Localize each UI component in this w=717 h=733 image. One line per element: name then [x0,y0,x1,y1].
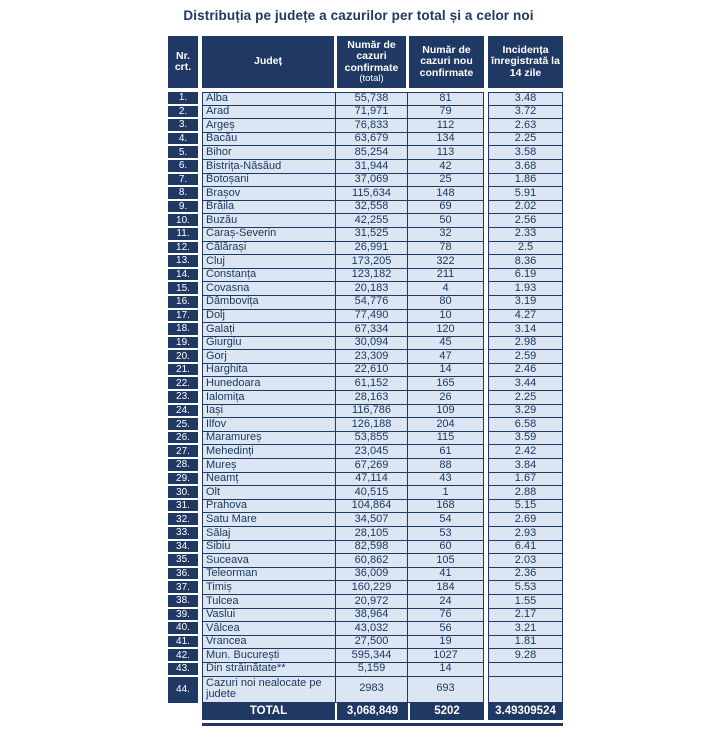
county-cell: Maramureș [202,432,335,446]
row-number-cell: 43. [168,663,198,677]
total-row [168,703,563,720]
county-cell: Vrancea [202,636,335,650]
header-cell-incidenta: Incidența înregistrată la 14 zile [488,36,563,88]
confirmed-total-cell: 37,069 [335,174,407,188]
county-cell: Teleorman [202,568,335,582]
table-row [168,323,563,337]
row-number-cell: 40. [168,622,198,636]
incidence-cell: 2.02 [488,201,563,215]
incidence-cell: 2.5 [488,242,563,256]
incidence-cell: 2.46 [488,364,563,378]
incidence-cell: 2.98 [488,337,563,351]
county-cell: Vaslui [202,609,335,623]
confirmed-total-cell: 115,634 [335,187,407,201]
row-number-cell: 11. [168,228,198,242]
row-number-cell: 3. [168,119,198,133]
incidence-cell: 3.14 [488,323,563,337]
incidence-cell: 1.67 [488,473,563,487]
incidence-cell: 3.44 [488,377,563,391]
row-number-cell: 38. [168,595,198,609]
table-row [168,337,563,351]
row-number-cell: 39. [168,609,198,623]
new-cases-cell: 211 [407,269,484,283]
new-cases-cell: 26 [407,391,484,405]
incidence-cell: 3.72 [488,106,563,120]
incidence-cell: 2.42 [488,445,563,459]
county-cell: Bistrița-Năsăud [202,160,335,174]
new-cases-cell: 134 [407,133,484,147]
county-cell: Ialomița [202,391,335,405]
new-cases-cell: 115 [407,432,484,446]
confirmed-total-cell: 22,610 [335,364,407,378]
county-cell: Tulcea [202,595,335,609]
row-number-cell: 29. [168,473,198,487]
table-row [168,228,563,242]
table-row [168,554,563,568]
confirmed-total-cell: 23,045 [335,445,407,459]
row-number-cell: 25. [168,418,198,432]
county-cell: Mun. București [202,649,335,663]
row-number-cell: 44. [168,677,198,703]
table-row [168,527,563,541]
row-number-cell: 14. [168,269,198,283]
new-cases-cell: 1 [407,486,484,500]
confirmed-total-cell: 31,525 [335,228,407,242]
table-row [168,486,563,500]
new-cases-cell: 78 [407,242,484,256]
confirmed-total-cell: 82,598 [335,541,407,555]
row-number-cell: 21. [168,364,198,378]
new-cases-cell: 10 [407,310,484,324]
new-cases-cell: 60 [407,541,484,555]
new-cases-cell: 54 [407,513,484,527]
county-cell: Covasna [202,282,335,296]
row-number-cell: 35. [168,554,198,568]
row-number-cell: 18. [168,323,198,337]
new-cases-cell: 112 [407,119,484,133]
incidence-cell: 2.03 [488,554,563,568]
row-number-cell: 15. [168,282,198,296]
table-row [168,445,563,459]
new-cases-cell: 43 [407,473,484,487]
table-row [168,364,563,378]
row-number-cell: 41. [168,636,198,650]
confirmed-total-cell: 40,515 [335,486,407,500]
table-row [168,459,563,473]
county-cell: Cazuri noi nealocate pe judete [202,677,335,703]
confirmed-total-cell: 26,991 [335,242,407,256]
confirmed-total-cell: 77,490 [335,310,407,324]
county-cell: Suceava [202,554,335,568]
incidence-cell: 3.48 [488,92,563,106]
table-row [168,201,563,215]
county-cell: Galați [202,323,335,337]
confirmed-total-cell: 60,862 [335,554,407,568]
new-cases-cell: 88 [407,459,484,473]
total-row-spacer [168,703,202,720]
row-number-cell: 20. [168,350,198,364]
incidence-cell: 3.19 [488,296,563,310]
confirmed-total-cell: 36,009 [335,568,407,582]
header-confirmate-sublabel: (total) [359,73,384,84]
incidence-cell: 1.55 [488,595,563,609]
confirmed-total-cell: 85,254 [335,146,407,160]
incidence-cell: 2.25 [488,133,563,147]
confirmed-total-cell: 31,944 [335,160,407,174]
new-cases-cell: 105 [407,554,484,568]
table-row [168,269,563,283]
incidence-cell: 3.21 [488,622,563,636]
confirmed-total-cell: 116,786 [335,405,407,419]
incidence-cell: 5.91 [488,187,563,201]
incidence-cell: 2.36 [488,568,563,582]
table-row [168,391,563,405]
table-row [168,377,563,391]
confirmed-total-cell: 67,334 [335,323,407,337]
county-cell: Argeș [202,119,335,133]
total-noi-value: 5202 [410,703,484,720]
county-cell: Neamț [202,473,335,487]
table-row [168,214,563,228]
incidence-cell: 3.84 [488,459,563,473]
incidence-cell: 3.58 [488,146,563,160]
row-number-cell: 6. [168,160,198,174]
confirmed-total-cell: 20,972 [335,595,407,609]
county-cell: Brașov [202,187,335,201]
incidence-cell: 3.59 [488,432,563,446]
county-cell: Alba [202,92,335,106]
table-row [168,282,563,296]
new-cases-cell: 69 [407,201,484,215]
table-row [168,513,563,527]
new-cases-cell: 56 [407,622,484,636]
header-confirmate-label: Număr de cazuri confirmate [344,38,399,74]
row-number-cell: 10. [168,214,198,228]
incidence-cell: 2.33 [488,228,563,242]
incidence-cell: 6.41 [488,541,563,555]
header-row [168,36,563,88]
confirmed-total-cell: 38,964 [335,609,407,623]
new-cases-cell: 32 [407,228,484,242]
row-number-cell: 37. [168,581,198,595]
new-cases-cell: 14 [407,364,484,378]
header-cell-nr-crt: Nr. crt. [168,36,198,88]
county-cell: Constanța [202,269,335,283]
incidence-cell: 2.25 [488,391,563,405]
table-row [168,106,563,120]
confirmed-total-cell: 126,188 [335,418,407,432]
confirmed-total-cell: 67,269 [335,459,407,473]
confirmed-total-cell: 47,114 [335,473,407,487]
row-number-cell: 30. [168,486,198,500]
table-row [168,405,563,419]
total-incidenta-value: 3.49309524 [488,703,563,720]
table-row [168,133,563,147]
table-row [168,174,563,188]
new-cases-cell: 45 [407,337,484,351]
row-number-cell: 31. [168,500,198,514]
row-number-cell: 9. [168,201,198,215]
new-cases-cell: 53 [407,527,484,541]
table-row [168,663,563,677]
row-number-cell: 19. [168,337,198,351]
incidence-cell: 2.88 [488,486,563,500]
table-row [168,350,563,364]
county-cell: Dâmbovița [202,296,335,310]
row-number-cell: 22. [168,377,198,391]
confirmed-total-cell: 71,971 [335,106,407,120]
county-cell: Din străinătate** [202,663,335,677]
incidence-cell: 2.93 [488,527,563,541]
row-number-cell: 8. [168,187,198,201]
row-number-cell: 12. [168,242,198,256]
table-row [168,432,563,446]
table-bottom-border [202,723,563,726]
row-number-cell: 28. [168,459,198,473]
confirmed-total-cell: 43,032 [335,622,407,636]
table-row [168,541,563,555]
table-row [168,255,563,269]
confirmed-total-cell: 28,105 [335,527,407,541]
confirmed-total-cell: 32,558 [335,201,407,215]
header-cell-confirmate-total [337,36,406,88]
confirmed-total-cell: 42,255 [335,214,407,228]
table-row [168,677,563,703]
total-confirmate-value: 3,068,849 [337,703,408,720]
county-cell: Bihor [202,146,335,160]
incidence-cell: 1.86 [488,174,563,188]
row-number-cell: 1. [168,92,198,106]
table-row [168,649,563,663]
header-cell-judet: Județ [202,36,334,88]
county-cell: Harghita [202,364,335,378]
new-cases-cell: 113 [407,146,484,160]
new-cases-cell: 19 [407,636,484,650]
table-row [168,160,563,174]
confirmed-total-cell: 23,309 [335,350,407,364]
new-cases-cell: 24 [407,595,484,609]
row-number-cell: 36. [168,568,198,582]
new-cases-cell: 109 [407,405,484,419]
incidence-cell: 5.53 [488,581,563,595]
new-cases-cell: 204 [407,418,484,432]
county-cell: Arad [202,106,335,120]
row-number-cell: 2. [168,106,198,120]
county-cell: Olt [202,486,335,500]
incidence-cell: 6.58 [488,418,563,432]
county-cell: Cluj [202,255,335,269]
county-cell: Gorj [202,350,335,364]
row-number-cell: 24. [168,405,198,419]
confirmed-total-cell: 63,679 [335,133,407,147]
row-number-cell: 42. [168,649,198,663]
new-cases-cell: 76 [407,609,484,623]
row-number-cell: 26. [168,432,198,446]
row-number-cell: 7. [168,174,198,188]
incidence-cell: 8.36 [488,255,563,269]
incidence-cell: 2.69 [488,513,563,527]
new-cases-cell: 47 [407,350,484,364]
new-cases-cell: 25 [407,174,484,188]
county-cell: Călărași [202,242,335,256]
confirmed-total-cell: 20,183 [335,282,407,296]
confirmed-total-cell: 28,163 [335,391,407,405]
incidence-cell [488,677,563,703]
county-cell: Botoșani [202,174,335,188]
row-number-cell: 27. [168,445,198,459]
county-cell: Mehedinți [202,445,335,459]
new-cases-cell: 322 [407,255,484,269]
county-cell: Iași [202,405,335,419]
county-cell: Buzău [202,214,335,228]
row-number-cell: 13. [168,255,198,269]
new-cases-cell: 79 [407,106,484,120]
new-cases-cell: 80 [407,296,484,310]
county-cell: Timiș [202,581,335,595]
incidence-cell: 1.93 [488,282,563,296]
table-row [168,622,563,636]
confirmed-total-cell: 34,507 [335,513,407,527]
confirmed-total-cell: 55,738 [335,92,407,106]
table-row [168,146,563,160]
new-cases-cell: 50 [407,214,484,228]
new-cases-cell: 165 [407,377,484,391]
incidence-cell: 3.68 [488,160,563,174]
cases-by-county-table [168,36,563,726]
row-number-cell: 32. [168,513,198,527]
table-row [168,296,563,310]
incidence-cell: 2.63 [488,119,563,133]
incidence-cell: 2.59 [488,350,563,364]
row-number-cell: 5. [168,146,198,160]
table-row [168,609,563,623]
county-cell: Giurgiu [202,337,335,351]
county-cell: Bacău [202,133,335,147]
confirmed-total-cell: 595,344 [335,649,407,663]
new-cases-cell: 41 [407,568,484,582]
new-cases-cell: 42 [407,160,484,174]
confirmed-total-cell: 2983 [335,677,407,703]
row-number-cell: 4. [168,133,198,147]
county-cell: Brăila [202,201,335,215]
incidence-cell: 2.17 [488,609,563,623]
table-row [168,595,563,609]
new-cases-cell: 61 [407,445,484,459]
table-row [168,119,563,133]
new-cases-cell: 81 [407,92,484,106]
table-row [168,310,563,324]
row-number-cell: 33. [168,527,198,541]
row-number-cell: 17. [168,310,198,324]
table-row [168,581,563,595]
county-cell: Mureș [202,459,335,473]
county-cell: Vâlcea [202,622,335,636]
confirmed-total-cell: 160,229 [335,581,407,595]
incidence-cell: 9.28 [488,649,563,663]
table-row [168,242,563,256]
county-cell: Ilfov [202,418,335,432]
new-cases-cell: 148 [407,187,484,201]
confirmed-total-cell: 76,833 [335,119,407,133]
confirmed-total-cell: 123,182 [335,269,407,283]
new-cases-cell: 168 [407,500,484,514]
confirmed-total-cell: 30,094 [335,337,407,351]
county-cell: Sibiu [202,541,335,555]
confirmed-total-cell: 5,159 [335,663,407,677]
confirmed-total-cell: 27,500 [335,636,407,650]
table-row [168,187,563,201]
confirmed-total-cell: 104,864 [335,500,407,514]
table-row [168,473,563,487]
row-number-cell: 16. [168,296,198,310]
county-cell: Sălaj [202,527,335,541]
new-cases-cell: 120 [407,323,484,337]
incidence-cell: 2.56 [488,214,563,228]
new-cases-cell: 1027 [407,649,484,663]
page-title: Distribuția pe județe a cazurilor per total și a celor noi [183,8,534,23]
incidence-cell: 1.81 [488,636,563,650]
table-row [168,500,563,514]
confirmed-total-cell: 173,205 [335,255,407,269]
confirmed-total-cell: 53,855 [335,432,407,446]
confirmed-total-cell: 61,152 [335,377,407,391]
table-body [168,92,563,703]
county-cell: Caraș-Severin [202,228,335,242]
table-row [168,636,563,650]
new-cases-cell: 14 [407,663,484,677]
new-cases-cell: 184 [407,581,484,595]
incidence-cell: 6.19 [488,269,563,283]
row-number-cell: 23. [168,391,198,405]
county-cell: Hunedoara [202,377,335,391]
county-cell: Prahova [202,500,335,514]
table-row [168,92,563,106]
new-cases-cell: 4 [407,282,484,296]
row-number-cell: 34. [168,541,198,555]
new-cases-cell: 693 [407,677,484,703]
incidence-cell: 3.29 [488,405,563,419]
county-cell: Dolj [202,310,335,324]
confirmed-total-cell: 54,776 [335,296,407,310]
header-cell-cazuri-noi: Număr de cazuri nou confirmate [409,36,484,88]
incidence-cell: 4.27 [488,310,563,324]
table-row [168,418,563,432]
county-cell: Satu Mare [202,513,335,527]
total-label: TOTAL [202,703,335,720]
incidence-cell: 5.15 [488,500,563,514]
incidence-cell [488,663,563,677]
table-row [168,568,563,582]
